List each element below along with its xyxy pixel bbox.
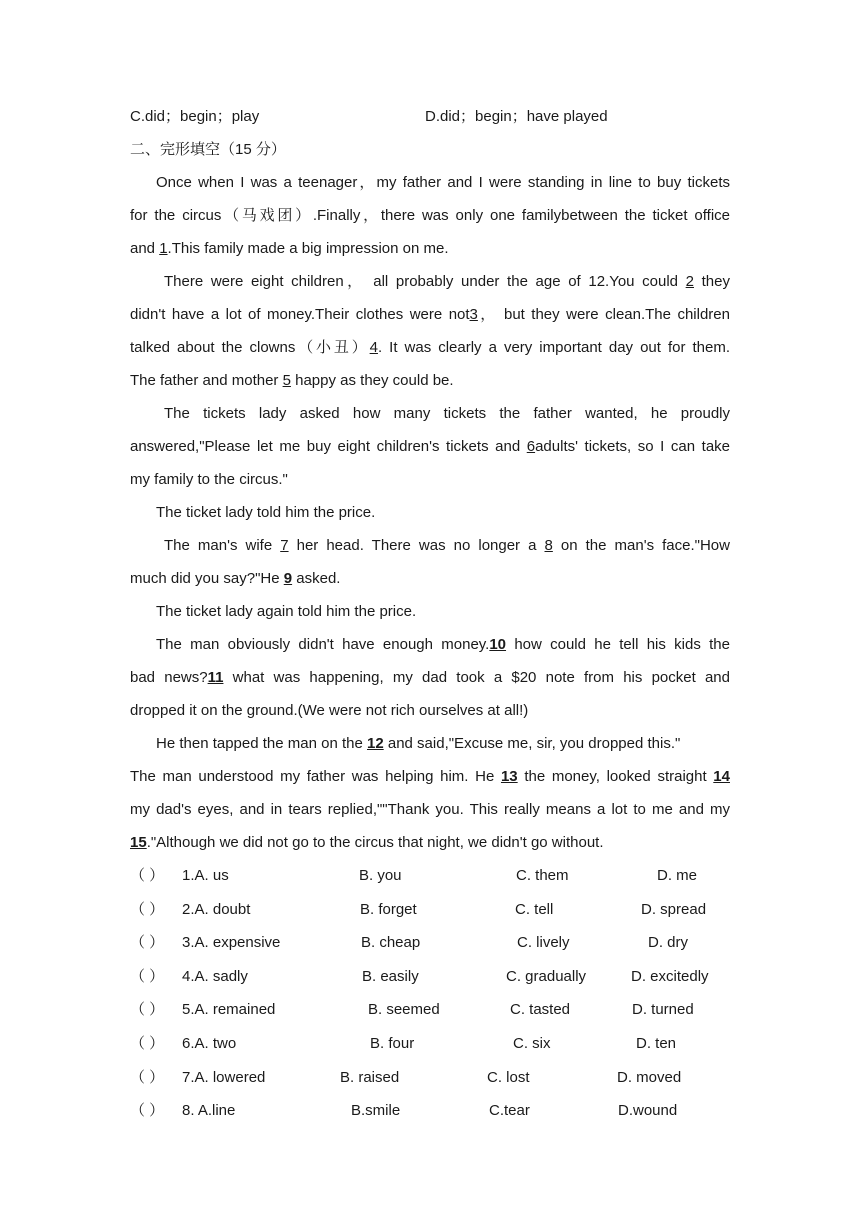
option-b: B. forget [360,900,417,918]
passage-paragraph-2: There were eight children， all probably under the age of 12.You could 2 they didn't have a lot of money.Their clothes were not3， but they were clean.The children talked about the clowns（小丑）4. It was clearly a very important day out for them. The father and mother 5 happy as they could be. [130,273,730,389]
blank-9: 9 [283,570,293,587]
option-d: D. moved [617,1068,682,1086]
blank-14: 14 [713,768,730,785]
option-c: C.tear [489,1102,530,1120]
option-a: 6.A. two [182,1034,237,1052]
option-c: C. six [513,1034,551,1052]
blank-6: 6 [526,438,536,455]
question-row [130,893,730,927]
option-b: B. seemed [368,1001,440,1019]
worksheet-page [130,100,730,1128]
answer-paren[interactable]: （ ） [130,900,165,918]
option-d: D. excitedly [631,967,709,985]
answer-paren[interactable]: （ ） [130,1068,165,1086]
option-a: 1.A. us [182,867,229,884]
question-row [130,926,730,960]
option-a: 4.A. sadly [182,967,248,985]
blank-10: 10 [489,636,507,653]
option-d: D. turned [632,1001,694,1019]
answer-paren[interactable]: （ ） [130,967,165,985]
passage-paragraph-3: The tickets lady asked how many tickets the father wanted, he proudly answered,"Please let me buy eight children's tickets and 6adults' tickets, so I can take my family to the circus." [130,405,731,488]
question-row [130,859,730,893]
option-c: C. tasted [510,1001,571,1019]
blank-11: 11 [207,669,224,686]
blank-5: 5 [282,372,291,389]
option-b: B. four [370,1034,415,1052]
blank-12: 12 [367,735,384,752]
option-c: C. tell [515,900,554,918]
blank-1: 1 [159,240,168,257]
option-a: 3.A. expensive [182,934,281,952]
answer-paren[interactable]: （ ） [130,934,165,952]
passage-paragraph-1: Once when I was a teenager，my father and I were standing in line to buy tickets for the circus（马戏团）.Finally，there was only one familybetween the ticket office and 1.This family made a big impression on me. [130,174,730,257]
option-d: D.did；begin；have played [425,108,608,125]
answer-paren[interactable]: （ ） [130,1102,165,1120]
answer-paren[interactable]: （ ） [130,1001,165,1019]
option-b: B. easily [362,967,419,985]
question-list [130,859,730,1128]
blank-8: 8 [544,537,553,554]
question-row [130,960,730,994]
option-c: C. gradually [506,967,587,985]
blank-7: 7 [280,537,289,554]
question-row [130,993,730,1027]
option-c: C. lost [487,1068,530,1086]
blank-15: 15 [130,834,147,851]
option-d: D. spread [641,900,707,918]
option-b: B. you [359,867,402,884]
blank-3: 3 [469,306,478,323]
question-row [130,1027,730,1061]
passage-paragraph-4: The ticket lady told him the price. [156,504,376,521]
option-d: D.wound [618,1102,678,1120]
option-a: 7.A. lowered [182,1068,266,1086]
answer-paren[interactable]: （ ） [130,1034,165,1052]
passage-paragraph-8: He then tapped the man on the 12 and said,"Excuse me, sir, you dropped this." The man understood my father was helping him. He 13 the money, looked straight 14 my dad's eyes, and in tears replied,""Thank you. This really means a lot to me and my 15."Although we did not go to the circus that night, we didn't go without. [130,735,730,851]
blank-4: 4 [369,339,378,356]
option-a: 5.A. remained [182,1001,276,1019]
option-d: D. ten [636,1034,677,1052]
option-b: B. cheap [361,934,421,952]
passage-paragraph-5: The man's wife 7 her head. There was no longer a 8 on the man's face."How much did you say?"He 9 asked. [130,537,730,587]
blank-2: 2 [685,273,694,290]
option-a: 2.A. doubt [182,900,251,918]
section-title: 二、完形填空（15 分） [130,141,286,158]
option-d: D. me [657,867,698,884]
question-row [130,1061,730,1095]
option-b: B.smile [351,1102,401,1120]
option-d: D. dry [648,934,689,952]
previous-question-options [130,100,730,133]
passage-paragraph-6: The ticket lady again told him the price. [156,603,417,620]
option-c: C. lively [517,934,570,952]
question-row [130,1094,730,1128]
option-b: B. raised [340,1068,400,1086]
option-c: C. them [516,867,569,884]
option-c: C.did；begin；play [130,108,260,125]
blank-13: 13 [500,768,518,785]
answer-paren[interactable]: （ ） [130,867,165,884]
passage-paragraph-7: The man obviously didn't have enough money.10 how could he tell his kids the bad news?11 what was happening, my dad took a $20 note from his pocket and dropped it on the ground.(We were not rich ourselves at all!) [130,636,730,719]
option-a: 8. A.line [182,1102,236,1120]
